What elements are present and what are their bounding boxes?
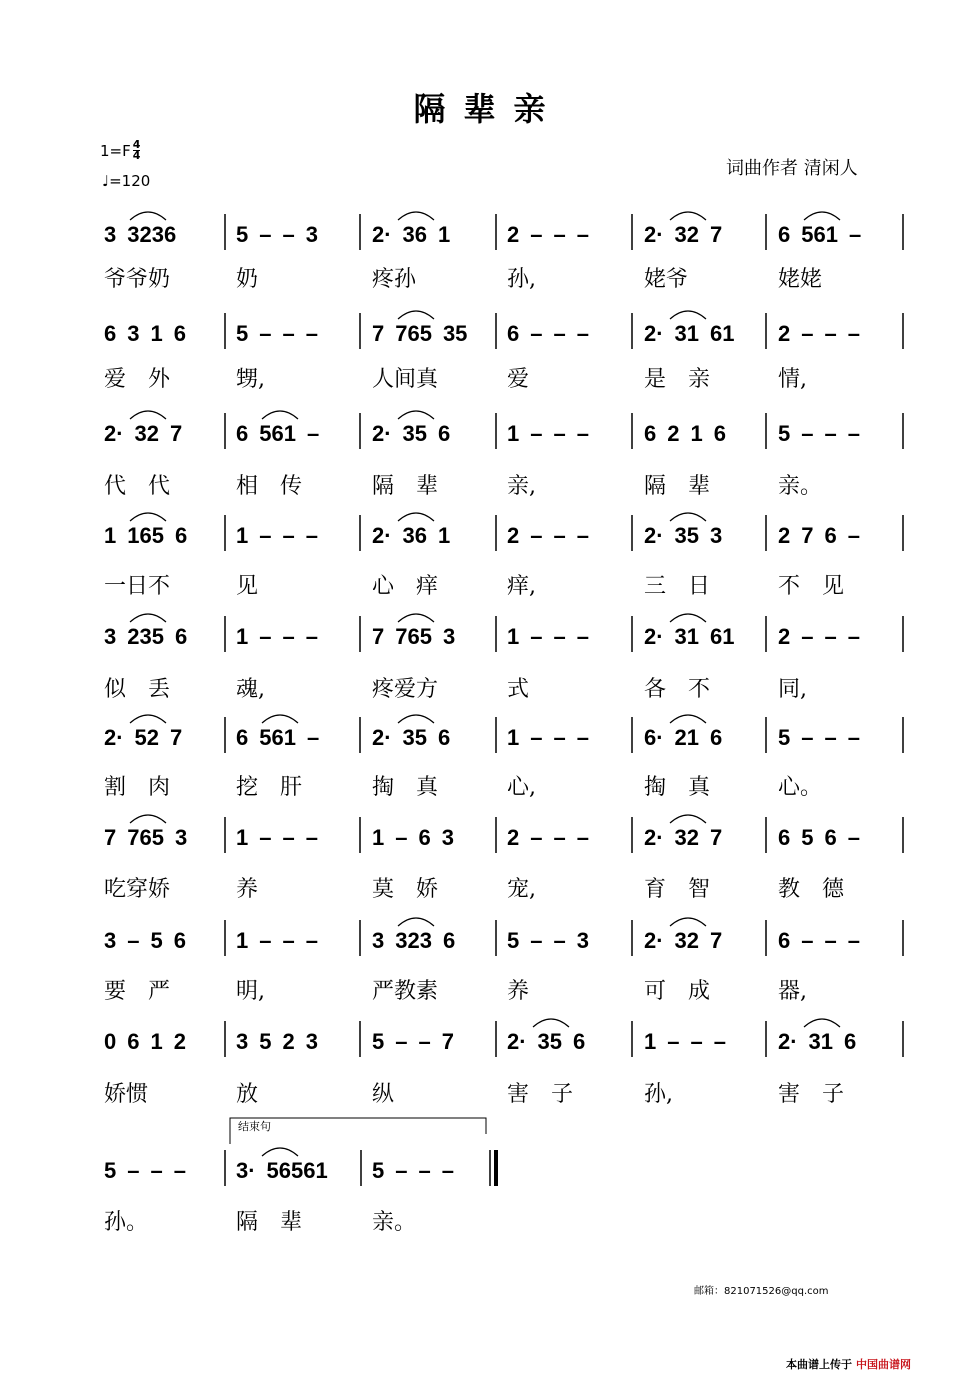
measure-notes: 7 765 3 <box>372 624 456 649</box>
email-contact: 邮箱：821071526@qq.com <box>694 1286 829 1297</box>
lyric-text: 害 子 <box>778 1082 845 1107</box>
lyric-text: 心 痒 <box>372 574 439 599</box>
measure-notes: 2 – – – <box>778 321 860 346</box>
slur-arc <box>670 311 706 319</box>
lyric-text: 明, <box>236 979 265 1004</box>
lyric-text: 见 <box>236 574 259 599</box>
measure-notes: 1 – – – <box>507 725 589 750</box>
slur-arc <box>398 212 434 220</box>
slur-arc <box>670 715 706 723</box>
measure-notes: 5 – – – <box>778 725 860 750</box>
lyric-text: 亲。 <box>372 1210 417 1235</box>
lyric-text: 养 <box>507 979 530 1004</box>
lyric-text: 亲, <box>507 474 536 499</box>
lyric-text: 式 <box>507 677 530 702</box>
measure-notes: 3 5 2 3 <box>236 1029 318 1054</box>
lyric-text: 相 传 <box>236 474 303 499</box>
lyric-text: 纵 <box>372 1082 395 1107</box>
measure-notes: 1 – 6 3 <box>372 825 454 850</box>
measure-notes: 2· 35 3 <box>644 523 723 548</box>
lyric-text: 养 <box>236 877 259 902</box>
measure-notes: 1 – – – <box>236 825 318 850</box>
measure-notes: 5 – – – <box>372 1158 454 1183</box>
site-logo: 中国曲谱网 <box>856 1358 911 1371</box>
lyric-text: 割 肉 <box>104 775 171 800</box>
measure-notes: 2· 31 6 <box>778 1029 857 1054</box>
lyric-text: 挖 肝 <box>236 775 303 800</box>
measure-notes: 6 3 1 6 <box>104 321 186 346</box>
lyric-text: 隔 辈 <box>372 474 439 499</box>
lyric-text: 隔 辈 <box>236 1210 303 1235</box>
lyric-text: 爷爷奶 <box>104 267 171 292</box>
lyric-text: 掏 真 <box>644 775 711 800</box>
measure-notes: 3 3236 <box>104 222 177 247</box>
measure-notes: 5 – – – <box>104 1158 186 1183</box>
lyric-text: 育 智 <box>644 877 711 902</box>
measure-notes: 6· 21 6 <box>644 725 723 750</box>
measure-notes: 1 – – – <box>236 523 318 548</box>
lyric-text: 甥, <box>236 367 265 392</box>
footer-text: 本曲谱上传于 <box>786 1358 852 1371</box>
lyric-text: 爱 <box>507 367 530 392</box>
time-signature-numerator: 4 <box>132 138 141 151</box>
measure-notes: 3 235 6 <box>104 624 188 649</box>
measure-notes: 2· 36 1 <box>372 523 451 548</box>
slur-arc <box>130 715 166 723</box>
author-credit: 词曲作者 清闲人 <box>726 158 858 179</box>
measure-notes: 2 – – – <box>507 825 589 850</box>
slur-arc <box>398 311 434 319</box>
lyric-text: 似 丢 <box>104 677 171 702</box>
measure-notes: 3 323 6 <box>372 928 456 953</box>
measure-notes: 3 – 5 6 <box>104 928 186 953</box>
lyric-text: 娇惯 <box>104 1082 149 1107</box>
lyric-text: 宠, <box>507 877 536 902</box>
lyric-text: 姥爷 <box>644 267 689 292</box>
lyric-text: 姥姥 <box>778 267 823 292</box>
measure-notes: 2· 32 7 <box>644 222 723 247</box>
slur-arc <box>398 411 434 419</box>
slur-arc <box>130 212 166 220</box>
lyric-text: 爱 外 <box>104 367 171 392</box>
measure-notes: 6 5 6 – <box>778 825 860 850</box>
slur-arc <box>130 513 166 521</box>
lyric-text: 心。 <box>778 775 823 800</box>
measure-notes: 2· 32 7 <box>644 825 723 850</box>
measure-notes: 0 6 1 2 <box>104 1029 186 1054</box>
lyric-text: 同, <box>778 677 807 702</box>
lyric-text: 教 德 <box>778 877 845 902</box>
lyric-text: 要 严 <box>104 979 171 1004</box>
lyric-text: 可 成 <box>644 979 711 1004</box>
measure-notes: 6 561 – <box>778 222 862 247</box>
measure-notes: 1 – – – <box>507 624 589 649</box>
slur-arc <box>262 1148 298 1156</box>
measure-notes: 7 765 35 <box>372 321 468 346</box>
measure-notes: 5 – – 7 <box>372 1029 454 1054</box>
measure-notes: 2· 36 1 <box>372 222 451 247</box>
measure-notes: 1 – – – <box>236 928 318 953</box>
measure-notes: 2· 32 7 <box>104 421 183 446</box>
measure-notes: 6 2 1 6 <box>644 421 726 446</box>
song-title: 隔辈亲 <box>413 90 564 128</box>
measure-notes: 6 – – – <box>507 321 589 346</box>
lyric-text: 是 亲 <box>644 367 711 392</box>
slur-arc <box>398 918 434 926</box>
measure-notes: 2· 35 6 <box>372 725 451 750</box>
key-label: 1=F <box>100 141 131 160</box>
lyric-text: 三 日 <box>644 574 711 599</box>
measure-notes: 5 – – – <box>778 421 860 446</box>
tempo-value: =120 <box>109 172 151 190</box>
slur-arc <box>670 815 706 823</box>
lyric-text: 魂, <box>236 677 265 702</box>
lyric-text: 孙, <box>644 1082 673 1107</box>
lyric-text: 害 子 <box>507 1082 574 1107</box>
lyric-text: 莫 娇 <box>372 877 439 902</box>
slur-arc <box>804 212 840 220</box>
measure-notes: 2· 32 7 <box>644 928 723 953</box>
lyric-text: 吃穿娇 <box>104 877 171 902</box>
slur-arc <box>130 614 166 622</box>
slur-arc <box>130 815 166 823</box>
lyric-text: 心, <box>507 775 536 800</box>
lyric-text: 孙, <box>507 267 536 292</box>
lyric-text: 各 不 <box>644 677 711 702</box>
slur-arc <box>130 411 166 419</box>
slur-arc <box>670 513 706 521</box>
lyric-text: 严教素 <box>372 979 439 1004</box>
measure-notes: 5 – – – <box>236 321 318 346</box>
slur-arc <box>398 513 434 521</box>
lyric-text: 疼爱方 <box>372 677 439 702</box>
quarter-note-icon: ♩ <box>102 172 110 190</box>
lyric-text: 情, <box>778 367 807 392</box>
lyric-text: 放 <box>236 1082 259 1107</box>
measure-notes: 1 – – – <box>236 624 318 649</box>
measure-notes: 5 – – 3 <box>236 222 318 247</box>
lyric-text: 掏 真 <box>372 775 439 800</box>
measure-notes: 3· 56561 <box>236 1158 328 1183</box>
measure-notes: 6 561 – <box>236 421 320 446</box>
slur-arc <box>670 212 706 220</box>
lyric-text: 孙。 <box>104 1210 149 1235</box>
slur-arc <box>262 411 298 419</box>
measure-notes: 2· 31 61 <box>644 321 735 346</box>
measure-notes: 2· 31 61 <box>644 624 735 649</box>
lyric-text: 不 见 <box>778 574 845 599</box>
ending-label: 结束句 <box>238 1120 271 1133</box>
lyric-text: 器, <box>778 979 807 1004</box>
slur-arc <box>670 918 706 926</box>
slur-arc <box>398 614 434 622</box>
lyric-text: 隔 辈 <box>644 474 711 499</box>
measure-notes: 2· 35 6 <box>372 421 451 446</box>
measure-notes: 2 7 6 – <box>778 523 860 548</box>
slur-arc <box>670 614 706 622</box>
lyric-text: 人间真 <box>372 367 439 392</box>
lyric-text: 疼孙 <box>372 267 417 292</box>
lyric-text: 奶 <box>236 267 259 292</box>
lyric-text: 亲。 <box>778 474 823 499</box>
time-signature-denominator: 4 <box>132 149 141 162</box>
measure-notes: 7 765 3 <box>104 825 188 850</box>
measure-notes: 6 561 – <box>236 725 320 750</box>
measure-notes: 1 165 6 <box>104 523 188 548</box>
measure-notes: 2 – – – <box>778 624 860 649</box>
measure-notes: 1 – – – <box>507 421 589 446</box>
lyric-text: 痒, <box>507 574 536 599</box>
footer-credit <box>786 1356 911 1372</box>
measure-notes: 2· 52 7 <box>104 725 183 750</box>
measure-notes: 2· 35 6 <box>507 1029 586 1054</box>
measure-notes: 1 – – – <box>644 1029 726 1054</box>
measure-notes: 6 – – – <box>778 928 860 953</box>
lyric-text: 代 代 <box>104 474 171 499</box>
lyric-text: 一日不 <box>104 574 171 599</box>
measure-notes: 2 – – – <box>507 523 589 548</box>
slur-arc <box>262 715 298 723</box>
slur-arc <box>804 1019 840 1027</box>
slur-arc <box>533 1019 569 1027</box>
slur-arc <box>398 715 434 723</box>
measure-notes: 5 – – 3 <box>507 928 589 953</box>
measure-notes: 2 – – – <box>507 222 589 247</box>
